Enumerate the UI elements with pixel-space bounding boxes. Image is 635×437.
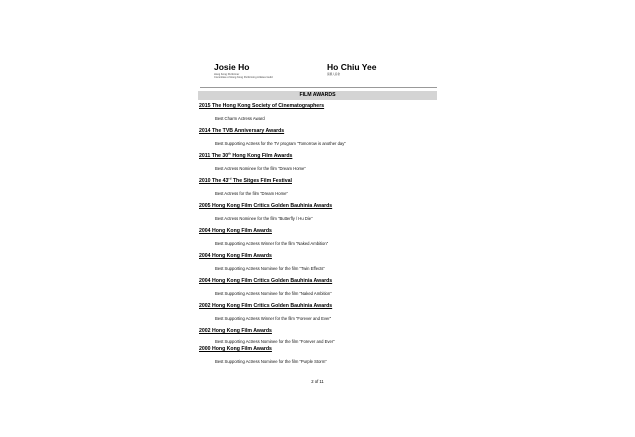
page-number xyxy=(0,379,635,384)
award-description: Best Supporting Actress Nominee for the film “Naked Ambition” xyxy=(215,291,332,296)
award-title-ordinal: th xyxy=(228,151,231,156)
award-title: 2014 The TVB Anniversary Awards xyxy=(199,128,285,134)
award-title xyxy=(199,153,292,160)
header-right-name: Ho Chiu Yee xyxy=(327,62,377,72)
awards-list xyxy=(199,103,437,368)
award-description: Best Actress for the film “Dream Home” xyxy=(215,191,288,196)
header-right-subtitle: 演藝人協會 xyxy=(327,73,340,76)
award-title: 2004 Hong Kong Film Awards xyxy=(199,253,272,259)
award-title: 2004 Hong Kong Film Critics Golden Bauhinia Awards xyxy=(199,278,333,284)
award-description: Best Charm Actress Award xyxy=(215,116,265,121)
award-title-text: 2010 The 43 xyxy=(199,178,229,184)
award-title: 2000 Hong Kong Film Awards xyxy=(199,346,272,352)
award-description: Best Supporting Actress Nominee for the film “Twin Effects” xyxy=(215,266,325,271)
header-left-subtitle: Hong Kong Performer xyxy=(214,73,240,76)
award-title xyxy=(199,178,292,185)
header-right-block xyxy=(327,62,376,76)
award-description: Best Supporting Actress Winner for the film “Forever and Ever” xyxy=(215,316,332,321)
header-left-block xyxy=(214,62,273,80)
award-description: Best Supporting Actress Nominee for the film “Forever and Ever” xyxy=(215,339,335,344)
award-description: Best Supporting Actress Nominee for the film “Purple Storm” xyxy=(215,359,327,364)
award-description: Best Supporting Actress for the TV program “Tomorrow is another day” xyxy=(215,141,346,146)
award-title-ordinal: rd xyxy=(228,176,232,181)
award-title: 2004 Hong Kong Film Awards xyxy=(199,228,272,234)
award-title-text-end: Hong Kong Film Awards xyxy=(230,153,293,159)
award-title: 2002 Hong Kong Film Critics Golden Bauhinia Awards xyxy=(199,303,333,309)
award-description: Best Actress Nominee for the film “Dream Home” xyxy=(215,166,306,171)
section-title-banner: FILM AWARDS xyxy=(198,91,437,100)
award-title: 2015 The Hong Kong Society of Cinematographers xyxy=(199,103,325,109)
page-separator: of xyxy=(313,379,320,384)
award-description: Best Actress Nominee for the film “Butterfly / Hu Die” xyxy=(215,216,313,221)
page-total: 11 xyxy=(319,379,324,384)
award-title: 2002 Hong Kong Film Awards xyxy=(199,328,272,334)
page-current: 2 xyxy=(311,379,314,384)
award-title-text-end: The Sitges Film Festival xyxy=(231,178,292,184)
award-title-text: 2011 The 30 xyxy=(199,153,229,159)
header-left-subtitle-2: Committee of Hong Kong Performing Artistes Guild xyxy=(214,76,273,80)
header-divider xyxy=(200,87,437,88)
page-header xyxy=(200,62,437,88)
award-title: 2005 Hong Kong Film Critics Golden Bauhinia Awards xyxy=(199,203,333,209)
header-left-name: Josie Ho xyxy=(214,62,250,72)
award-description: Best Supporting Actress Winner for the film “Naked Ambition” xyxy=(215,241,329,246)
